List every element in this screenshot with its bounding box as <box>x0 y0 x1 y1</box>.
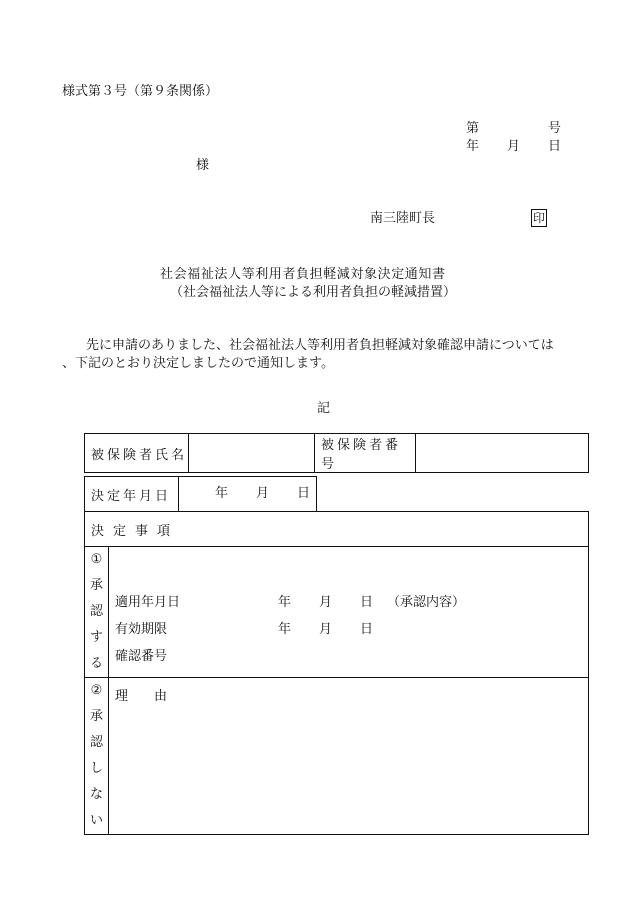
number-suffix: 号 <box>548 121 562 136</box>
body-line-2: 、下記のとおり決定しましたので通知します。 <box>62 356 334 371</box>
applied-year: 年 <box>278 595 292 610</box>
approve-char: る <box>89 656 103 671</box>
applied-month: 月 <box>319 595 333 610</box>
decision-date-label: 決定年月日 <box>85 477 179 512</box>
applied-date-label: 適用年月日 <box>115 595 181 610</box>
body-line-1: 先に申請のありました、社会福祉法人等利用者負担軽減対象確認申請については <box>86 338 554 353</box>
decision-date-table <box>84 476 317 512</box>
valid-year: 年 <box>278 622 292 637</box>
insured-name-label: 被保険者氏名 <box>85 434 189 473</box>
decision-year: 年 <box>215 486 229 501</box>
decision-items-label: 決定事項 <box>85 512 589 547</box>
approve-char: す <box>89 630 103 645</box>
reject-char: な <box>89 787 103 802</box>
decision-day: 日 <box>297 486 311 501</box>
issuer-name: 南三陸町長 <box>370 211 436 226</box>
reject-side-label <box>85 678 109 835</box>
reject-char: い <box>89 813 103 828</box>
reject-char: 承 <box>89 709 103 724</box>
form-id: 様式第３号（第９条関係） <box>62 84 219 99</box>
reject-char: 認 <box>89 735 103 750</box>
reason-label: 理 由 <box>115 689 168 704</box>
approve-char: 承 <box>89 578 103 593</box>
issue-day: 日 <box>548 139 562 154</box>
insured-table <box>84 433 589 473</box>
number-prefix: 第 <box>466 121 480 136</box>
issue-month: 月 <box>507 139 521 154</box>
reject-content[interactable] <box>109 678 589 835</box>
approve-content[interactable] <box>109 547 589 678</box>
approval-note: （承認内容） <box>387 595 466 610</box>
confirmation-number-label: 確認番号 <box>115 649 168 664</box>
decision-date-field[interactable] <box>179 477 317 512</box>
approve-side-label <box>85 547 109 678</box>
issue-year: 年 <box>466 139 480 154</box>
reject-marker: ② <box>90 683 103 698</box>
document-title: 社会福祉法人等利用者負担軽減対象決定通知書 <box>160 267 446 282</box>
decision-items-table <box>84 511 589 835</box>
insured-number-field[interactable] <box>416 434 589 473</box>
valid-month: 月 <box>319 622 333 637</box>
reject-char: し <box>89 761 103 776</box>
approve-marker: ① <box>90 552 103 567</box>
approve-char: 認 <box>89 604 103 619</box>
decision-month: 月 <box>256 486 270 501</box>
valid-day: 日 <box>360 622 374 637</box>
document-subtitle: （社会福祉法人等による利用者負担の軽減措置） <box>170 285 457 300</box>
insured-name-field[interactable] <box>189 434 315 473</box>
insured-number-label: 被保険者番号 <box>315 434 416 473</box>
valid-period-label: 有効期限 <box>115 622 168 637</box>
addressee-suffix: 様 <box>196 158 210 173</box>
ki-heading: 記 <box>317 401 331 416</box>
seal-mark: 印 <box>532 211 545 225</box>
applied-day: 日 <box>360 595 374 610</box>
